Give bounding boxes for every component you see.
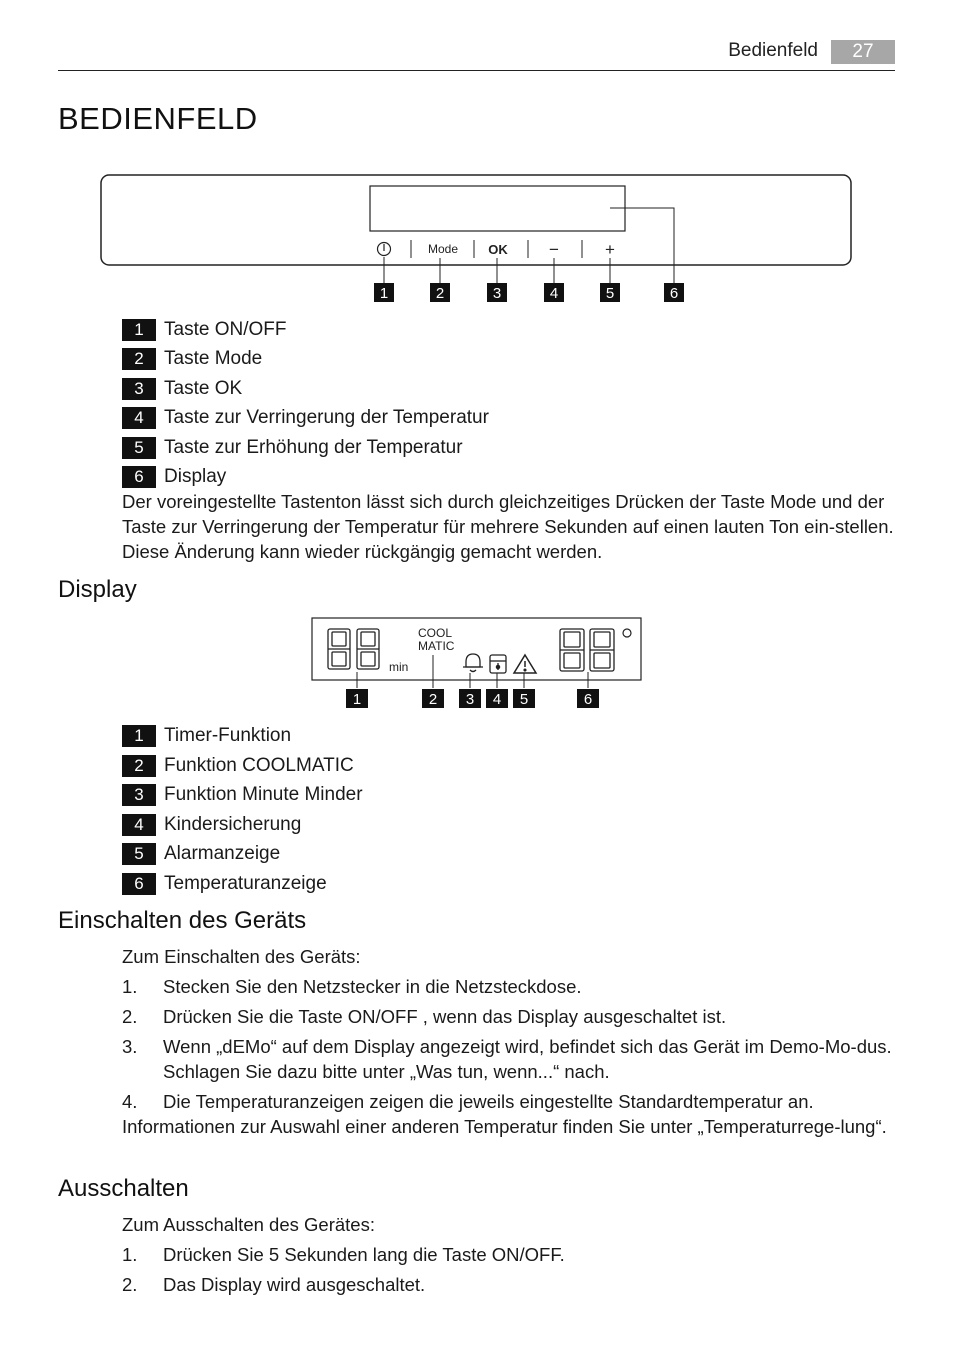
legend-number: 2 xyxy=(122,755,156,777)
cool-label: COOL xyxy=(418,626,453,640)
legend-number: 6 xyxy=(122,466,156,488)
step-text: Drücken Sie die Taste ON/OFF , wenn das Display ausgeschaltet ist. xyxy=(163,1006,727,1027)
legend-item xyxy=(122,406,489,430)
einschalten-note: Informationen zur Auswahl einer anderen Temperatur finden Sie unter „Temperaturrege-lung“. xyxy=(122,1116,887,1137)
step-number: 4. xyxy=(122,1091,138,1112)
step-number: 1. xyxy=(122,1244,138,1265)
callout-2 xyxy=(430,283,450,302)
legend-number: 3 xyxy=(122,378,156,400)
timer-digits xyxy=(328,629,379,669)
legend-number: 3 xyxy=(122,784,156,806)
callout-4 xyxy=(544,283,564,302)
svg-text:2: 2 xyxy=(435,285,445,302)
legend-number: 4 xyxy=(122,814,156,836)
legend-label: Kindersicherung xyxy=(164,814,302,835)
display-callout-3 xyxy=(459,689,481,708)
page-number: 27 xyxy=(831,40,895,64)
step-text: Drücken Sie 5 Sekunden lang die Taste ON/OFF. xyxy=(163,1244,565,1265)
einschalten-intro: Zum Einschalten des Geräts: xyxy=(122,946,361,967)
step-text: Wenn „dEMo“ auf dem Display angezeigt wird, befindet sich das Gerät im Demo-Mo-dus. Schlagen Sie dazu bitte unter „Was tun, wenn...“ nach. xyxy=(163,1036,892,1082)
legend-number: 1 xyxy=(122,319,156,341)
temperature-digits xyxy=(560,629,614,671)
legend-item xyxy=(122,842,280,866)
legend-label: Funktion Minute Minder xyxy=(164,784,363,805)
legend-label: Alarmanzeige xyxy=(164,843,281,864)
display-callout-5 xyxy=(513,689,535,708)
step-number: 3. xyxy=(122,1036,138,1057)
legend-item xyxy=(122,783,363,807)
legend-item xyxy=(122,813,301,837)
svg-text:2: 2 xyxy=(428,691,438,708)
step-item xyxy=(122,974,897,999)
einschalten-heading: Einschalten des Geräts xyxy=(58,907,307,934)
display-callout-4 xyxy=(486,689,508,708)
legend-label: Taste OK xyxy=(164,378,243,399)
minus-button-label: − xyxy=(549,240,559,259)
legend-number: 4 xyxy=(122,407,156,429)
plus-button-label: + xyxy=(605,240,615,259)
step-item xyxy=(122,1242,897,1267)
matic-label: MATIC xyxy=(418,639,455,653)
legend-number: 5 xyxy=(122,437,156,459)
legend-label: Timer-Funktion xyxy=(164,725,292,746)
display-diagram xyxy=(0,600,954,715)
bell-icon xyxy=(463,654,483,672)
control-panel-diagram xyxy=(0,0,954,320)
display-leader-line xyxy=(610,208,674,283)
power-icon xyxy=(378,243,391,256)
running-header-section: Bedienfeld xyxy=(728,40,818,61)
intro-paragraph: Der voreingestellte Tastenton lässt sich durch gleichzeitiges Drücken der Taste Mode und der Taste zur Verringerung der Temperatur für mehrere Sekunden auf einen lauten Ton ein-stellen. Diese Änderung kann wieder rückgängig gemacht werden. xyxy=(122,491,894,562)
mode-button-label: Mode xyxy=(427,242,459,256)
legend-item xyxy=(122,872,327,896)
legend-label: Taste zur Erhöhung der Temperatur xyxy=(164,437,463,458)
display-callout-1 xyxy=(346,689,368,708)
step-number: 2. xyxy=(122,1006,138,1027)
step-item xyxy=(122,1272,897,1297)
display-callout-6 xyxy=(577,689,599,708)
page-title: BEDIENFELD xyxy=(58,101,258,136)
svg-text:4: 4 xyxy=(549,285,559,302)
svg-text:4: 4 xyxy=(492,691,502,708)
svg-text:1: 1 xyxy=(379,285,389,302)
legend-number: 1 xyxy=(122,725,156,747)
legend-label: Temperaturanzeige xyxy=(164,873,327,894)
svg-text:1: 1 xyxy=(352,691,362,708)
panel-display-window xyxy=(370,186,625,231)
svg-text:6: 6 xyxy=(583,691,593,708)
callout-1 xyxy=(374,283,394,302)
ausschalten-intro: Zum Ausschalten des Gerätes: xyxy=(122,1214,375,1235)
step-item xyxy=(122,1034,897,1084)
ausschalten-heading: Ausschalten xyxy=(58,1175,189,1202)
callout-5 xyxy=(600,283,620,302)
legend-item xyxy=(122,347,262,371)
callout-3 xyxy=(487,283,507,302)
legend-number: 6 xyxy=(122,873,156,895)
degree-icon xyxy=(623,629,631,637)
svg-text:5: 5 xyxy=(519,691,529,708)
legend-label: Funktion COOLMATIC xyxy=(164,755,354,776)
svg-text:3: 3 xyxy=(465,691,475,708)
legend-label: Taste zur Verringerung der Temperatur xyxy=(164,407,489,428)
legend-number: 2 xyxy=(122,348,156,370)
svg-text:5: 5 xyxy=(605,285,615,302)
legend-item xyxy=(122,436,463,460)
legend-label: Display xyxy=(164,466,227,487)
step-number: 2. xyxy=(122,1274,138,1295)
legend-item xyxy=(122,318,286,342)
legend-number: 5 xyxy=(122,843,156,865)
step-item xyxy=(122,1004,897,1029)
step-text: Stecken Sie den Netzstecker in die Netzsteckdose. xyxy=(163,976,582,997)
legend-item xyxy=(122,377,242,401)
display-callout-2 xyxy=(422,689,444,708)
callout-6 xyxy=(664,283,684,302)
min-label: min xyxy=(389,660,409,674)
svg-text:6: 6 xyxy=(669,285,679,302)
lock-icon xyxy=(490,655,506,673)
legend-item xyxy=(122,465,226,489)
panel-outline xyxy=(101,175,851,265)
step-item xyxy=(122,1089,897,1114)
legend-item xyxy=(122,754,354,778)
display-heading: Display xyxy=(58,576,137,603)
legend-item xyxy=(122,724,291,748)
warning-icon xyxy=(514,655,536,673)
step-number: 1. xyxy=(122,976,138,997)
legend-label: Taste ON/OFF xyxy=(164,319,287,340)
svg-text:3: 3 xyxy=(492,285,502,302)
ok-button-label: OK xyxy=(488,242,508,257)
legend-label: Taste Mode xyxy=(164,348,263,369)
step-text: Die Temperaturanzeigen zeigen die jeweils eingestellte Standardtemperatur an. xyxy=(163,1091,814,1112)
step-text: Das Display wird ausgeschaltet. xyxy=(163,1274,426,1295)
